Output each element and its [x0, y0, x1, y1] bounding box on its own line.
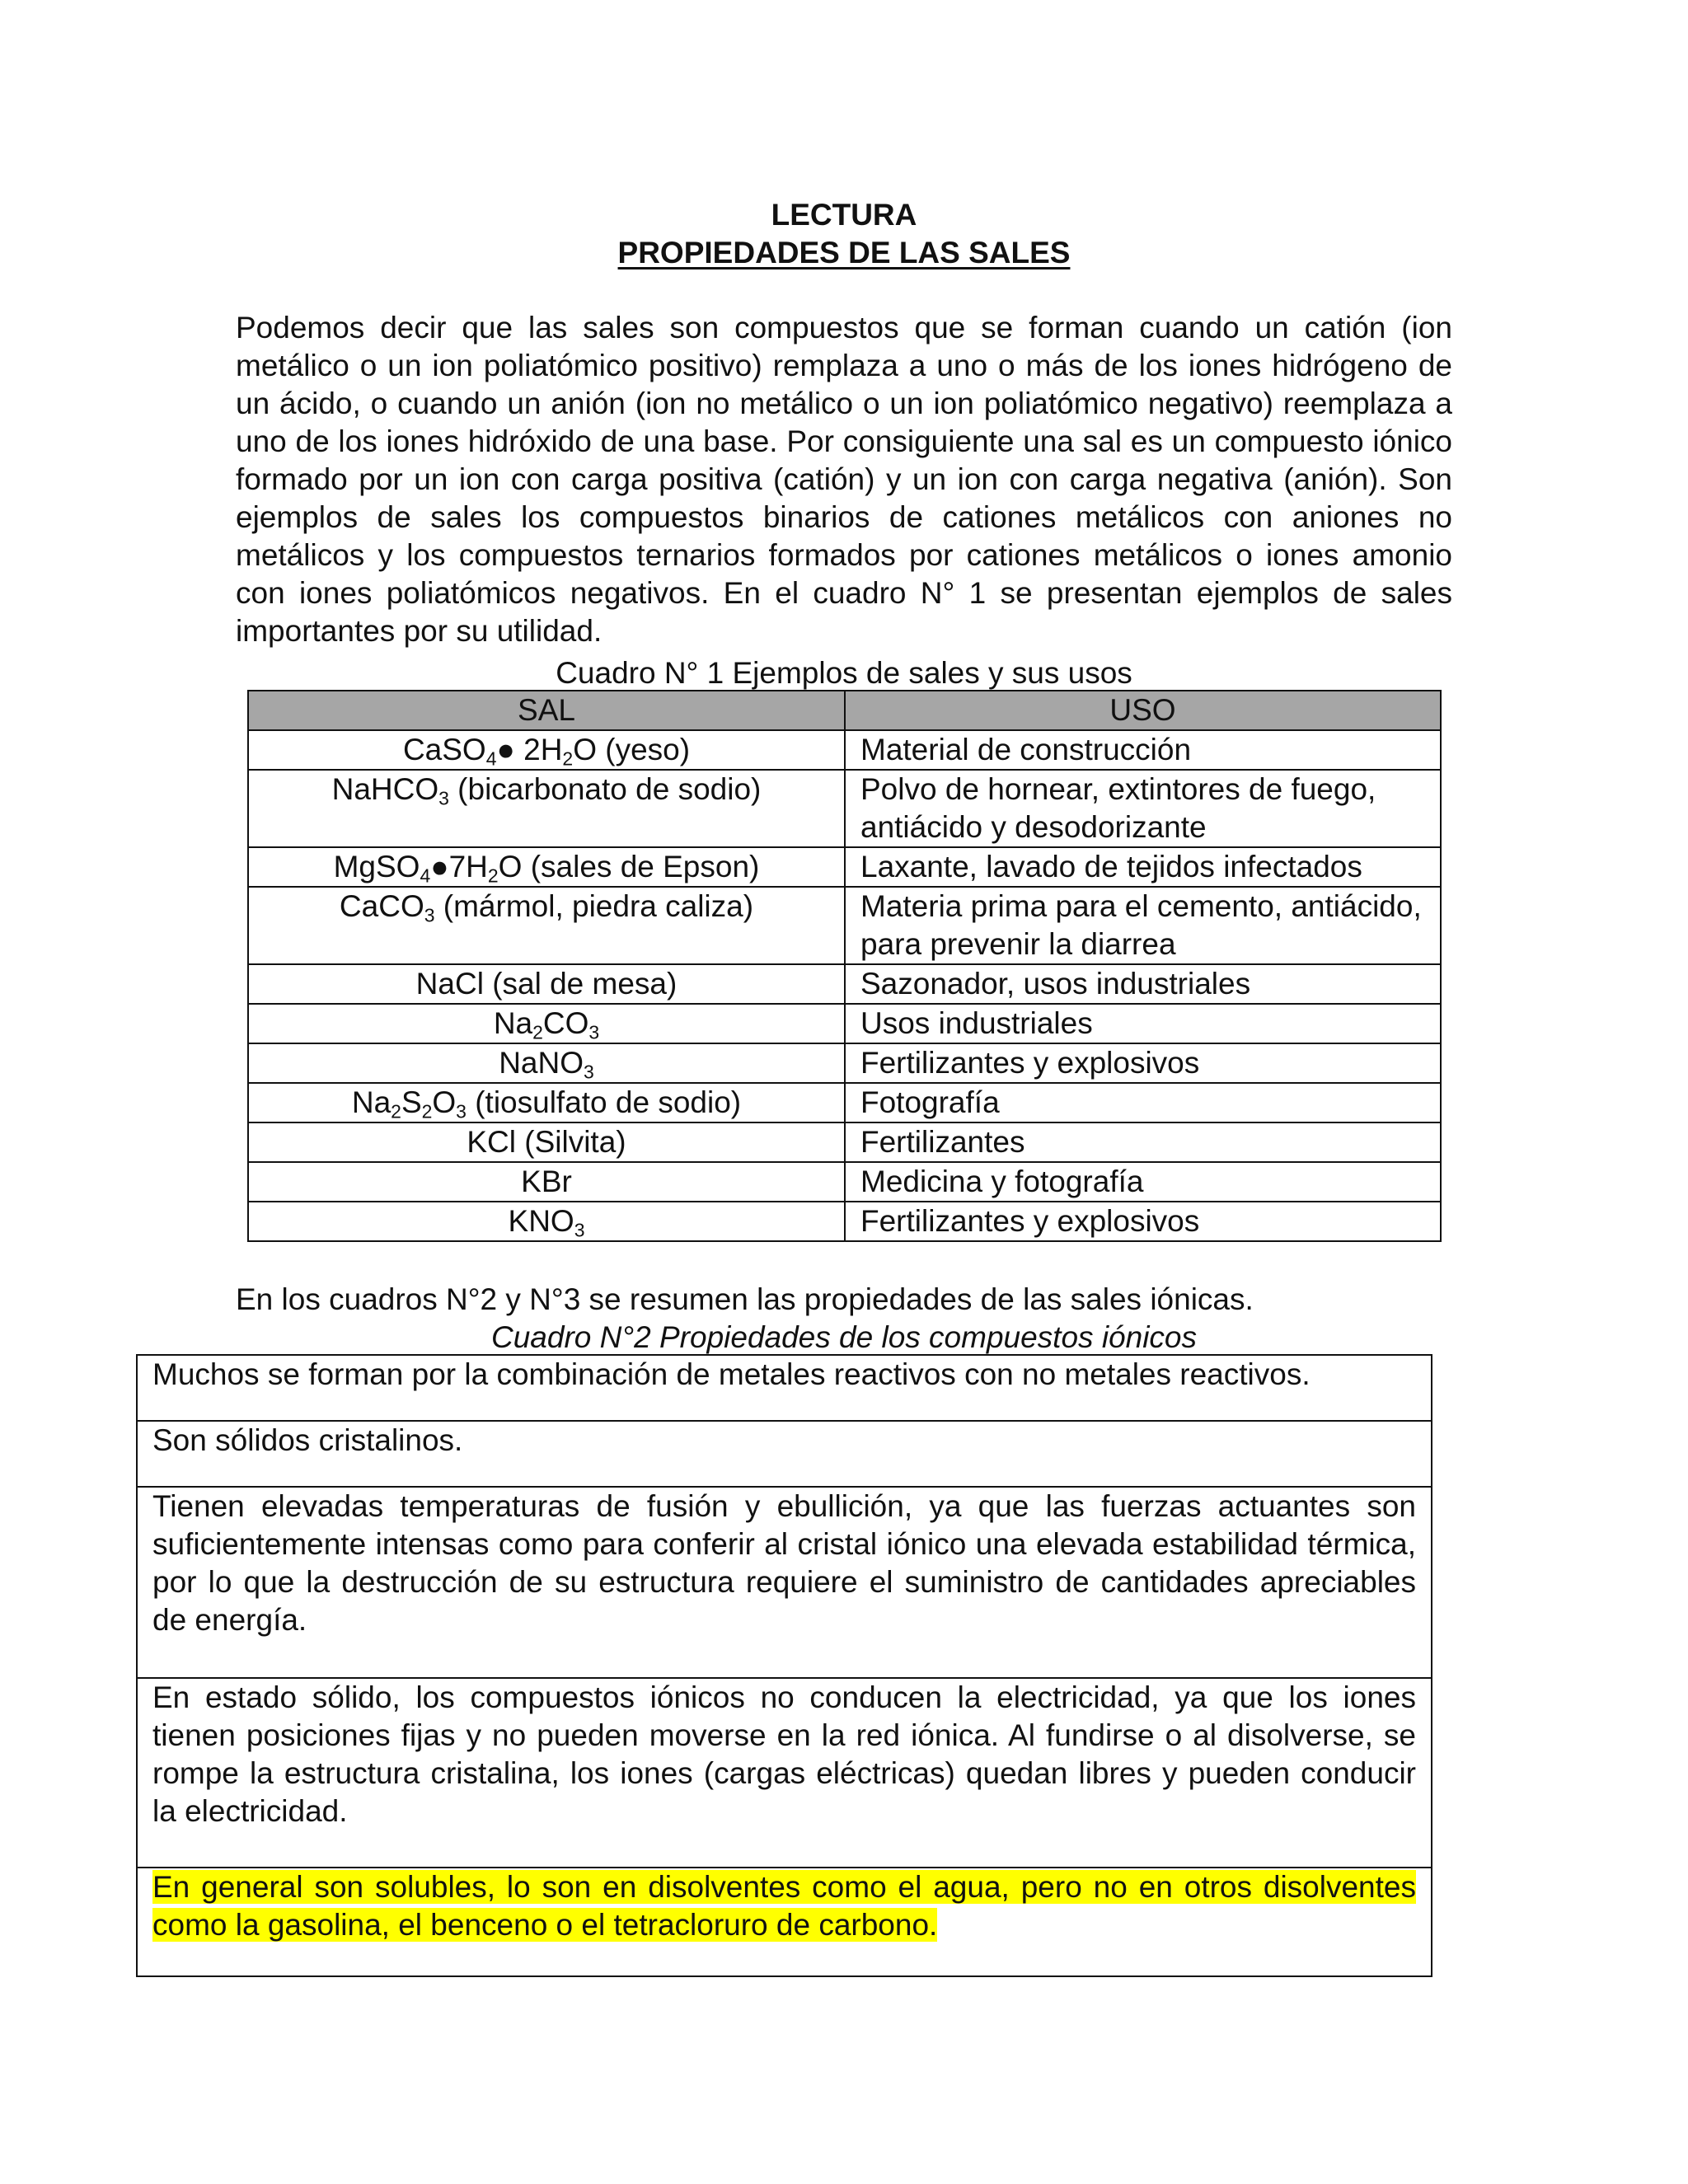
salt-row — [248, 964, 1441, 1004]
salt-use: Fertilizantes — [845, 1122, 1441, 1162]
salt-row — [248, 1043, 1441, 1083]
header-sal: SAL — [248, 691, 845, 730]
property-row — [137, 1868, 1432, 1976]
salt-use: Sazonador, usos industriales — [845, 964, 1441, 1004]
salt-row — [248, 770, 1441, 847]
salt-use: Usos industriales — [845, 1004, 1441, 1043]
salt-use: Laxante, lavado de tejidos infectados — [845, 847, 1441, 887]
salt-formula: NaCl (sal de mesa) — [248, 964, 845, 1004]
salt-row — [248, 887, 1441, 964]
salt-use: Fertilizantes y explosivos — [845, 1043, 1441, 1083]
header-uso: USO — [845, 691, 1441, 730]
table1-caption: Cuadro N° 1 Ejemplos de sales y sus usos — [556, 656, 1132, 690]
salt-row — [248, 730, 1441, 770]
salt-use: Medicina y fotografía — [845, 1162, 1441, 1202]
salts-table-header-row — [248, 691, 1441, 730]
salt-use: Fotografía — [845, 1083, 1441, 1122]
salts-table — [247, 690, 1442, 1242]
salt-formula: KCl (Silvita) — [248, 1122, 845, 1162]
properties-table — [136, 1354, 1432, 1977]
salt-formula: $Na_2S_2O_3$ (tiosulfato de sodio) — [248, 1083, 845, 1122]
page-subtitle: PROPIEDADES DE LAS SALES — [617, 236, 1071, 269]
salt-use: Materia prima para el cemento, antiácido, para prevenir la diarrea — [845, 887, 1441, 964]
property-text: Muchos se forman por la combinación de metales reactivos con no metales reactivos. — [137, 1355, 1432, 1421]
salt-formula: NaNO$_3$ — [248, 1043, 845, 1083]
salt-formula: CaCO$_3$ (mármol, piedra caliza) — [248, 887, 845, 964]
salt-formula: $Na_2CO_3$ — [248, 1004, 845, 1043]
salt-use: Material de construcción — [845, 730, 1441, 770]
salt-row — [248, 1122, 1441, 1162]
salt-formula: CaSO$_4$● $2H_2O$ (yeso) — [248, 730, 845, 770]
salt-formula: $MgSO_4●7H_2O$ (sales de Epson) — [248, 847, 845, 887]
intro-paragraph: Podemos decir que las sales son compuestos que se forman cuando un catión (ion metálico o un ion poliatómico positivo) remplaza a uno o más de los iones hidrógeno de un ácido, o cuando un anión (ion no metálico o un ion poliatómico negativo) reemplaza a uno de los iones hidróxido de una base. Por consiguiente una sal es un compuesto iónico formado por un ion con carga positiva (catión) y un ion con carga negativa (anión). Son ejemplos de sales los compuestos binarios de cationes metálicos con aniones no metálicos y los compuestos ternarios formados por cationes metálicos o iones amonio con iones poliatómicos negativos. En el cuadro N° 1 se presentan ejemplos de sales importantes por su utilidad. — [236, 311, 1452, 648]
page-title: LECTURA — [771, 198, 917, 232]
salt-row — [248, 1162, 1441, 1202]
table2-caption: Cuadro N°2 Propiedades de los compuestos iónicos — [490, 1320, 1197, 1354]
salt-formula: NaHCO$_3$ (bicarbonato de sodio) — [248, 770, 845, 847]
summary-lead: En los cuadros N°2 y N°3 se resumen las propiedades de las sales iónicas. — [236, 1282, 1254, 1316]
highlighted-text: En general son solubles, lo son en disolventes como el agua, pero no en otros disolventes como la gasolina, el benceno o el tetracloruro de carbono. — [152, 1870, 1416, 1942]
salt-row — [248, 1004, 1441, 1043]
property-row — [137, 1487, 1432, 1678]
salt-formula: KBr — [248, 1162, 845, 1202]
salt-row — [248, 1083, 1441, 1122]
property-text: Tienen elevadas temperaturas de fusión y ebullición, ya que las fuerzas actuantes son suficientemente intensas como para conferir al cristal iónico una elevada estabilidad térmica, por lo que la destrucción de su estructura requiere el suministro de cantidades apreciables de energía. — [137, 1487, 1432, 1678]
property-text-highlighted — [137, 1868, 1432, 1976]
property-row — [137, 1421, 1432, 1487]
property-row — [137, 1355, 1432, 1421]
property-text: Son sólidos cristalinos. — [137, 1421, 1432, 1487]
salt-row — [248, 847, 1441, 887]
property-text: En estado sólido, los compuestos iónicos no conducen la electricidad, ya que los iones tienen posiciones fijas y no pueden moverse en la red iónica. Al fundirse o al disolverse, se rompe la estructura cristalina, los iones (cargas eléctricas) quedan libres y pueden conducir la electricidad. — [137, 1678, 1432, 1868]
salt-row — [248, 1202, 1441, 1241]
salt-use: Fertilizantes y explosivos — [845, 1202, 1441, 1241]
salt-use: Polvo de hornear, extintores de fuego, antiácido y desodorizante — [845, 770, 1441, 847]
property-row — [137, 1678, 1432, 1868]
salt-formula: $KNO_3$ — [248, 1202, 845, 1241]
